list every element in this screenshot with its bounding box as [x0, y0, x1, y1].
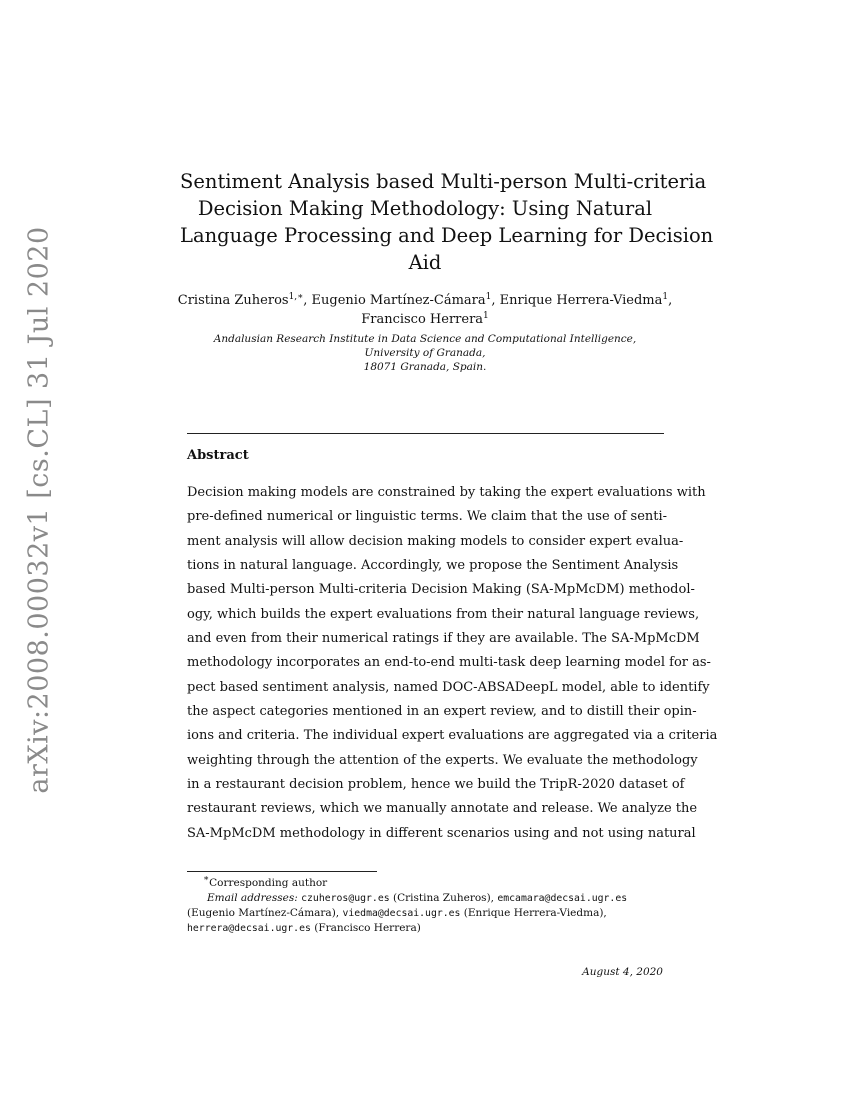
- paper-title: [180, 168, 714, 276]
- preprint-date: August 4, 2020: [582, 966, 663, 978]
- author-affil-mark: 1: [485, 292, 492, 302]
- author-name: Enrique Herrera-Viedma: [499, 293, 663, 308]
- title-line: Sentiment Analysis based Multi-person Multi-criteria: [180, 170, 707, 193]
- abstract-line: tions in natural language. Accordingly, we propose the Sentiment Analysis: [187, 558, 679, 574]
- abstract-line: the aspect categories mentioned in an expert review, and to distill their opin-: [187, 704, 697, 720]
- corresponding-author-text: Corresponding author: [209, 877, 328, 889]
- email-link[interactable]: herrera@decsai.ugr.es: [187, 923, 311, 934]
- affiliation-line: 18071 Granada, Spain.: [363, 361, 487, 373]
- abstract-line: methodology incorporates an end-to-end multi-task deep learning model for as-: [187, 655, 711, 671]
- email-line: [187, 921, 664, 936]
- abstract-line: ogy, which builds the expert evaluations from their natural language reviews,: [187, 606, 700, 622]
- author-affil-mark: 1: [483, 311, 489, 321]
- author-name: Francisco Herrera: [361, 312, 484, 327]
- email-link[interactable]: viedma@decsai.ugr.es: [342, 908, 461, 919]
- title-line: Decision Making Methodology: Using Natural: [197, 197, 653, 220]
- abstract-line: ions and criteria. The individual expert evaluations are aggregated via a criteria: [187, 728, 718, 744]
- title-line: Language Processing and Deep Learning for Decision: [180, 224, 714, 247]
- footnote-mark: ∗: [203, 874, 210, 884]
- email-link[interactable]: czuheros@ugr.es: [301, 893, 390, 904]
- abstract-body: [187, 481, 718, 846]
- author-name: Eugenio Martínez-Cámara: [311, 293, 486, 308]
- footnotes: [187, 876, 664, 936]
- author-list: [150, 291, 700, 329]
- abstract-line: based Multi-person Multi-criteria Decision Making (SA-MpMcDM) methodol-: [187, 582, 695, 598]
- title-line: Aid: [408, 251, 442, 274]
- email-owner: (Enrique Herrera-Viedma),: [463, 907, 607, 919]
- email-owner: (Francisco Herrera): [314, 922, 421, 934]
- affiliation-line: University of Granada,: [364, 347, 486, 359]
- email-line: [187, 891, 664, 906]
- corresponding-author-note: [187, 876, 664, 891]
- abstract-line: pect based sentiment analysis, named DOC-ABSADeepL model, able to identify: [187, 679, 710, 695]
- email-line: [187, 906, 664, 921]
- author-name: Cristina Zuheros: [177, 293, 289, 308]
- abstract-line: ment analysis will allow decision making models to consider expert evalua-: [187, 533, 684, 549]
- abstract-line: restaurant reviews, which we manually annotate and release. We analyze the: [187, 801, 698, 817]
- email-owner: (Cristina Zuheros),: [392, 892, 495, 904]
- abstract-line: in a restaurant decision problem, hence we build the TripR-2020 dataset of: [187, 777, 685, 793]
- affiliation: [150, 332, 700, 374]
- email-owner: (Eugenio Martínez-Cámara),: [187, 907, 340, 919]
- abstract-line: pre-defined numerical or linguistic terms. We claim that the use of senti-: [187, 509, 668, 525]
- abstract-line: weighting through the attention of the experts. We evaluate the methodology: [187, 752, 698, 768]
- abstract-line: SA-MpMcDM methodology in different scenarios using and not using natural: [187, 825, 696, 841]
- affiliation-line: Andalusian Research Institute in Data Science and Computational Intelligence,: [213, 333, 637, 345]
- author-line: Cristina Zuheros$^{1,∗}$, Eugenio Martínez-Cámara$^1$, Enrique Herrera-Viedma$^1$,: [177, 292, 673, 308]
- author-affil-mark: 1: [662, 292, 669, 302]
- author-affil-mark: 1,∗: [288, 292, 304, 302]
- abstract-line: Decision making models are constrained by taking the expert evaluations with: [187, 485, 706, 500]
- abstract-heading: Abstract: [187, 448, 249, 463]
- email-link[interactable]: emcamara@decsai.ugr.es: [497, 893, 628, 904]
- abstract-top-rule: [187, 433, 664, 434]
- abstract-line: and even from their numerical ratings if they are available. The SA-MpMcDM: [187, 631, 700, 647]
- email-label: Email addresses:: [207, 892, 298, 904]
- arxiv-watermark: arXiv:2008.00032v1 [cs.CL] 31 Jul 2020: [23, 226, 55, 794]
- author-line: [150, 310, 700, 329]
- footnote-rule: [187, 871, 377, 872]
